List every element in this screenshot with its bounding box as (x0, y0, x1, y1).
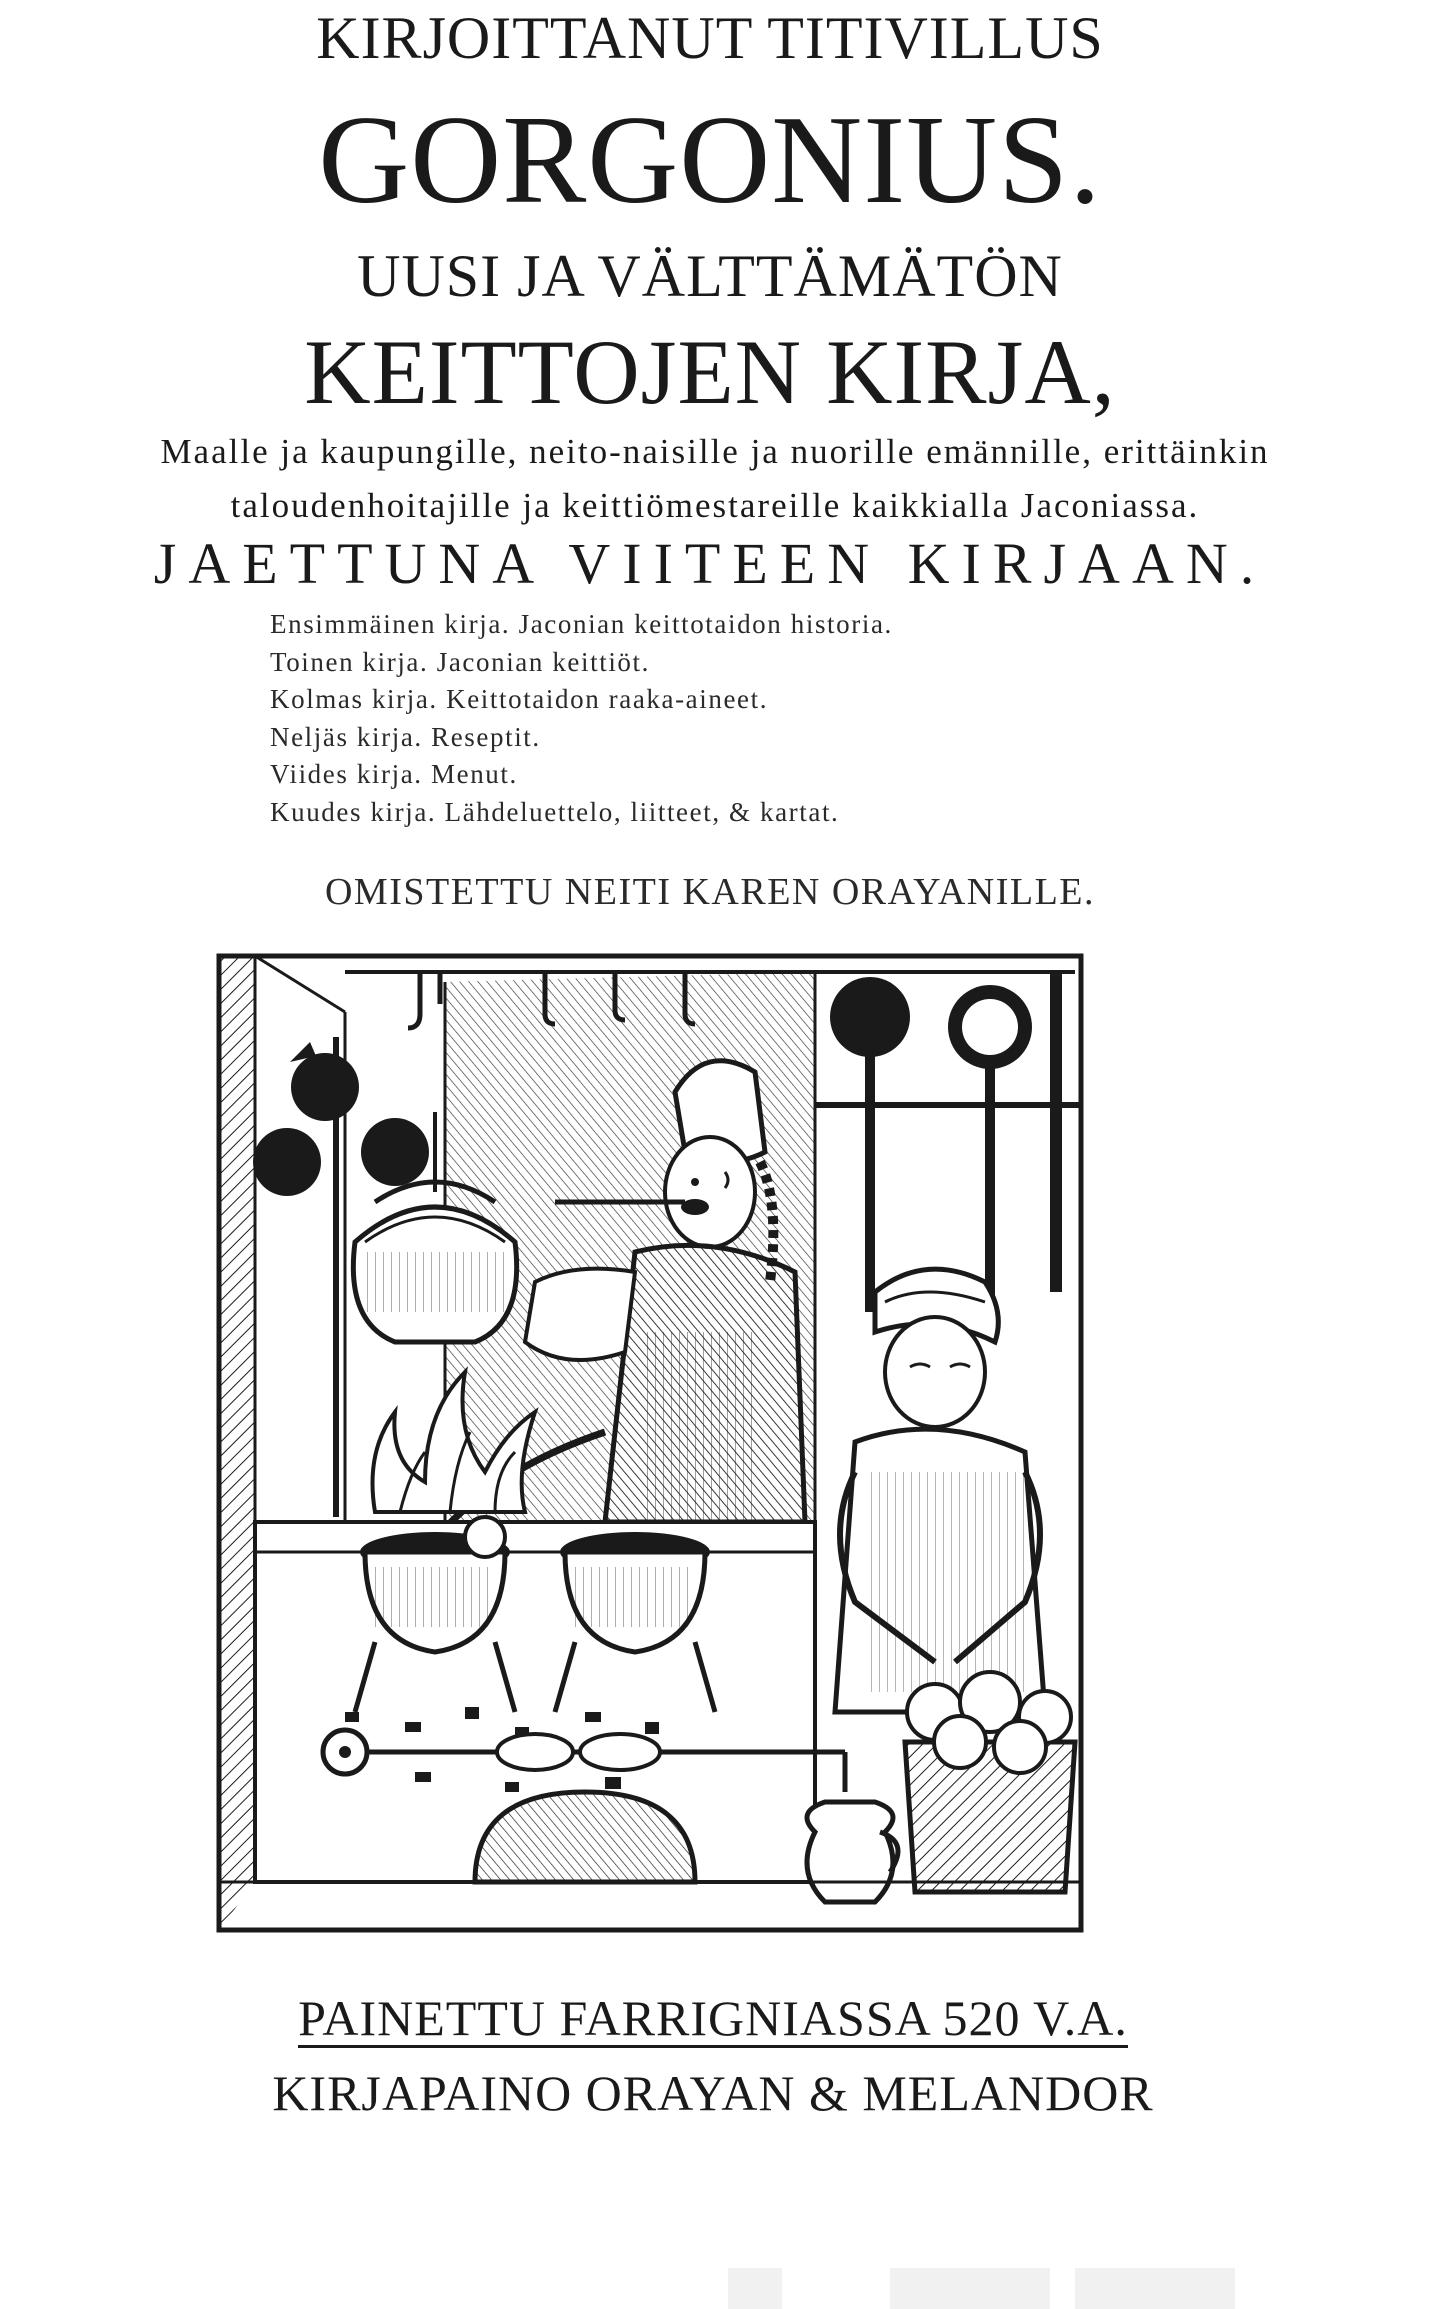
printed-line-text: PAINETTU FARRIGNIASSA 520 V.A. (298, 1990, 1128, 2046)
subtitle-line-1: UUSI JA VÄLTTÄMÄTÖN (357, 243, 1063, 309)
division-line: JAETTUNA VIITEEN KIRJAAN. (153, 531, 1267, 596)
contents-item: Viides kirja. Menut. (270, 759, 518, 789)
book-title: GORGONIUS. (318, 91, 1102, 230)
jug (807, 1802, 893, 1902)
dedication-line: OMISTETTU NEITI KAREN ORAYANILLE. (324, 871, 1095, 913)
printed-line (0, 1990, 1433, 2048)
contents-list (270, 606, 893, 831)
contents-item: Neljäs kirja. Reseptit. (270, 721, 541, 752)
page-edge-mark (728, 2268, 782, 2309)
printer-line: KIRJAPAINO ORAYAN & MELANDOR (272, 2065, 1154, 2121)
bread-basket (905, 1672, 1075, 1892)
hanging-pan (830, 977, 910, 1057)
woman-figure (835, 1269, 1045, 1712)
page-edge-mark (890, 2268, 1050, 2309)
kitchen-woodcut-illustration (215, 952, 1087, 1936)
subtitle-line-2: KEITTOJEN KIRJA, (304, 321, 1116, 423)
contents-item: Toinen kirja. Jaconian keittiöt. (270, 646, 650, 677)
contents-item: Kuudes kirja. Lähdeluettelo, liitteet, & kartat. (270, 796, 840, 827)
page-edge-mark (1075, 2268, 1235, 2309)
audience-line-1: Maalle ja kaupungille, neito-naisille ja nuorille emännille, erittäinkin (160, 432, 1270, 471)
author-line: KIRJOITTANUT TITIVILLUS (316, 5, 1104, 71)
audience-line-2: taloudenhoitajille ja keittiömestareille kaikkialla Jaconiassa. (230, 486, 1200, 525)
left-wall (219, 956, 255, 1930)
contents-item: Kolmas kirja. Keittotaidon raaka-aineet. (270, 684, 769, 714)
contents-item: Ensimmäinen kirja. Jaconian keittotaidon historia. (270, 609, 893, 639)
